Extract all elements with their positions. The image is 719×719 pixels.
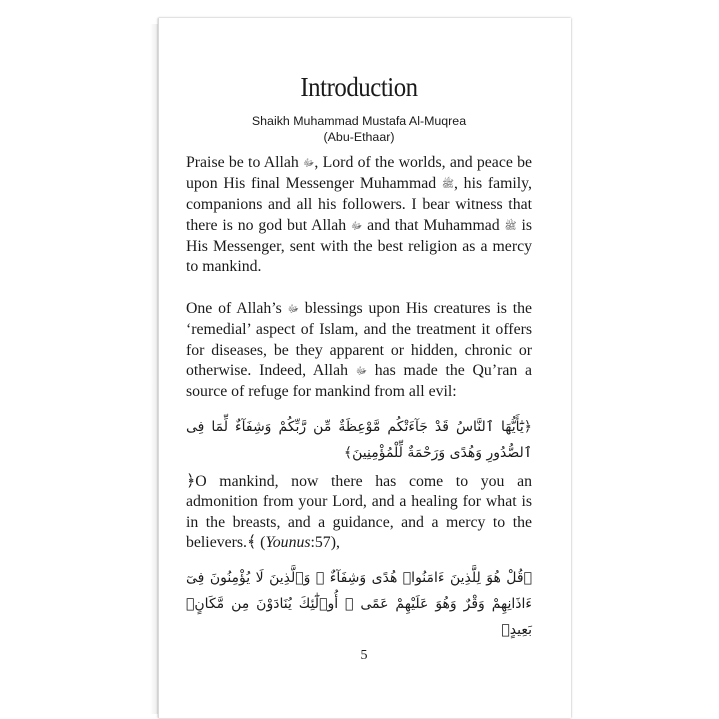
honorific-prophet-icon: ﷺ xyxy=(441,179,454,191)
arabic-verse-younus: ﴿يَٰٓأَيُّهَا ٱلنَّاسُ قَدْ جَآءَتْكُم مَّوْعِظَةٌ مِّن رَّبِّكُمْ وَشِفَآءٌ لِّمَا فِى ٱلصُّدُورِ وَهُدًى وَرَحْمَةٌ لِّلْمُؤْمِنِينَ﴾ xyxy=(186,419,532,462)
page-title: Introduction xyxy=(300,72,418,102)
page-edge-shadow xyxy=(150,24,158,714)
page-number: 5 xyxy=(360,648,368,663)
verse-translation: ﴿O mankind, now there has come to you an admonition from your Lord, and a healing for what is in the breasts, and a guidance, and a mercy to the believers.﴾ (Younus:57), xyxy=(186,473,532,551)
paragraph-blessings: One of Allah’s ﷻ blessings upon His creatures is the ‘remedial’ aspect of Islam, and the treatment it offers for diseases, be they apparent or hidden, chronic or otherwise. Indeed, Allah ﷻ has made the Qu’ran a source of refuge for mankind from all evil: xyxy=(186,300,532,401)
honorific-allah-icon: ﷻ xyxy=(287,304,299,316)
honorific-allah-icon: ﷻ xyxy=(351,220,363,232)
author-name: Shaikh Muhammad Mustafa Al-Muqrea xyxy=(251,114,467,128)
page-content xyxy=(186,72,532,643)
honorific-allah-icon: ﷻ xyxy=(355,365,368,377)
author-kunya: (Abu-Ethaar) xyxy=(323,130,395,144)
paragraph-praise: Praise be to Allah ﷻ, Lord of the worlds, and peace be upon His final Messenger Muhammad ﷺ, his family, companions and all his followers. I bear witness that there is no god but Allah ﷻ and that Muhammad ﷺ is His Messenger, sent with the best religion as a mercy to mankind. xyxy=(186,154,533,276)
surah-reference: Younus xyxy=(265,533,311,551)
honorific-allah-icon: ﷻ xyxy=(303,158,315,169)
honorific-prophet-icon: ﷺ xyxy=(504,220,517,232)
arabic-verse-fussilat: ﴿قُلْ هُوَ لِلَّذِينَ ءَامَنُوا۟ هُدًى وَشِفَآءٌ ۖ وَٱلَّذِينَ لَا يُؤْمِنُونَ فِىٓ ءَاذَانِهِمْ وَقْرٌ وَهُوَ عَلَيْهِمْ عَمًى ۚ أُو۟لَٰٓئِكَ يُنَادَوْنَ مِن مَّكَانٍۭ بَعِيدٍ﴾ xyxy=(186,570,532,639)
